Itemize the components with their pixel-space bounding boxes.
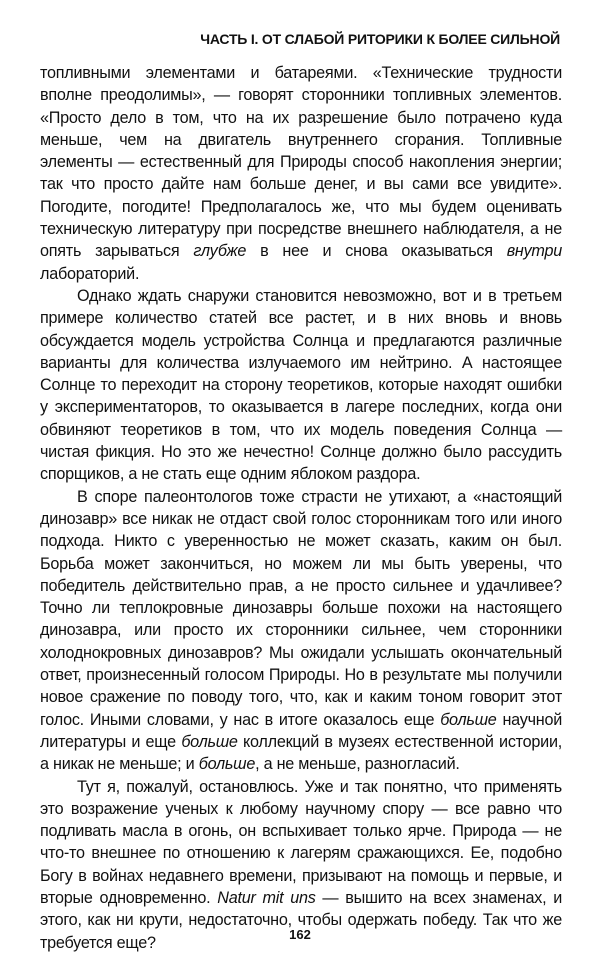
paragraph-3-text-2: научной литературы и еще [40, 710, 562, 751]
paragraph-1-emphasis-2: внутри [506, 242, 562, 261]
body-text [40, 62, 562, 954]
paragraph-3-emphasis-1: больше [440, 710, 497, 729]
paragraph-1-emphasis-1: глубже [193, 242, 247, 261]
paragraph-3-emphasis-3: больше [198, 755, 256, 774]
running-header: ЧАСТЬ I. ОТ СЛАБОЙ РИТОРИКИ К БОЛЕЕ СИЛЬНОЙ [200, 31, 560, 47]
paragraph-4-text-2: — вышито на всех знаменах, и этого, как ни крути, недостаточно, чтобы одержать победу. Так что же требуется еще? [40, 888, 563, 952]
paragraph-1-text-3: лабораторий. [40, 264, 140, 283]
paragraph-1-text-2: в нее и снова оказываться [246, 242, 507, 261]
paragraph-3-text-1: В споре палеонтологов тоже страсти не утихают, а «настоящий динозавр» все никак не отдаст свой голос сторонникам того или иного подхода. Никто с уверенностью не может сказать, каким он был. Борьба может закончиться, но можем ли мы быть уверены, что победитель действительно прав, а не просто сильнее и удачливее? Точно ли теплокровные динозавры больше похожи на настоящего динозавра, или просто их сторонники сильнее, чем сторонники холоднокровных динозавров? Мы ожидали услышать окончательный ответ, произнесенный голосом Природы. Но в результате мы получили новое сражение по поводу того, что, как и каким тоном говорит этот голос. Иными словами, у нас в итоге оказалось еще [40, 487, 562, 729]
paragraph-4-text-1: Тут я, пожалуй, остановлюсь. Уже и так понятно, что применять это возражение ученых к любому научному спору — все равно что подливать масла в огонь, он вспыхивает только ярче. Природа — не что-то внешнее по отношению к лагерям сражающихся. Ее, подобно Богу в войнах недавнего времени, призывают на помощь и первые, и вторые одновременно. [40, 777, 562, 907]
paragraph-3-text-3: коллекций в музеях естественной истории, а никак не меньше; и [40, 732, 562, 774]
paragraph-3-text-4: , а не меньше, разногласий. [255, 755, 460, 774]
page-number: 162 [289, 927, 311, 942]
paragraph-1 [40, 62, 562, 285]
paragraph-3-emphasis-2: больше [181, 732, 238, 751]
paragraph-1-text-1: топливными элементами и батареями. «Технические трудности вполне преодолимы», — говорят сторонники топливных элементов. «Просто дело в том, что на их разрешение было потрачено куда меньше, чем на двигатель внутреннего сгорания. Топливные элементы — естественный для Природы способ накопления энергии; так что просто дайте нам больше денег, и вы сами все увидите». Погодите, погодите! Предполагалось же, что мы будем оценивать техническую литературу при посредстве внешнего наблюдателя, а не опять зарываться [40, 64, 562, 261]
paragraph-2: Однако ждать снаружи становится невозможно, вот и в третьем примере количество статей все растет, и в них вновь и вновь обсуждается модель устройства Солнца и предлагаются различные варианты для количества излучаемого им нейтрино. А настоящее Солнце то переходит на сторону теоретиков, которые находят ошибки у экспериментаторов, то оказывается в лагере последних, когда они обвиняют теоретиков в том, что их модель поведения Солнца — чистая фикция. Но это же нечестно! Солнце должно было рассудить спорщиков, а не стать еще одним яблоком раздора. [40, 286, 562, 484]
paragraph-4-emphasis-1: Natur mit uns [217, 888, 316, 907]
paragraph-3 [40, 486, 562, 776]
